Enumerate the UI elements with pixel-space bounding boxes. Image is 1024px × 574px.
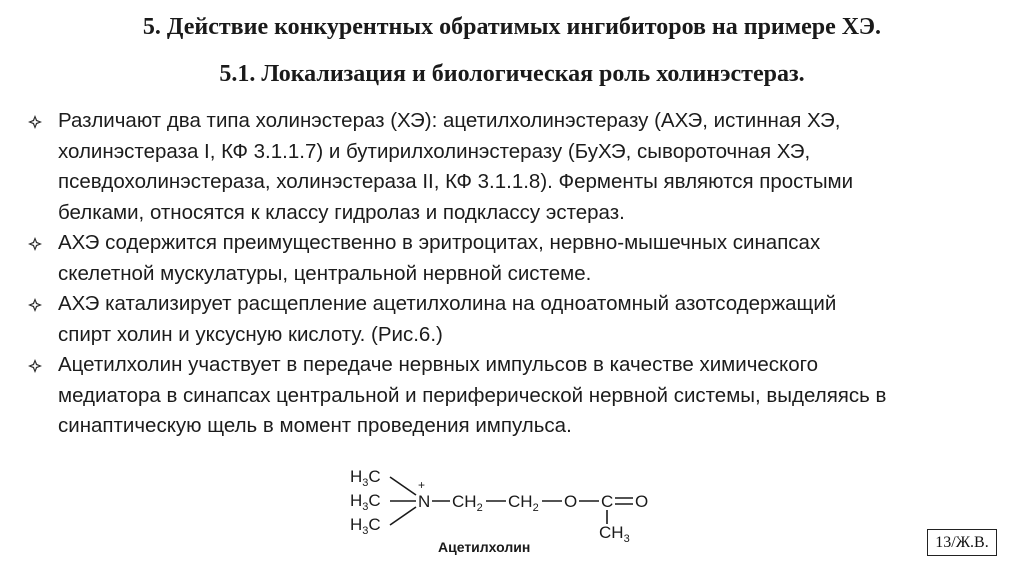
bullet-line: АХЭ содержится преимущественно в эритроцитах, нервно-мышечных синапсах [58, 231, 821, 254]
ch2-group-2: $CH_2$ [508, 492, 539, 514]
diamond-bullet-icon [28, 115, 42, 129]
slide-number-badge: 13/Ж.В. [927, 529, 997, 556]
bullet-line: скелетной мускулатуры, центральной нервной системе. [58, 261, 592, 285]
slide-subtitle: 5.1. Локализация и биологическая роль холинэстераз. [219, 61, 805, 87]
bullet-line: спирт холин и уксусную кислоту. (Рис.6.) [58, 322, 443, 346]
diamond-bullet-icon [28, 359, 42, 373]
acetyl-methyl: $CH_3$ [599, 523, 630, 545]
methyl-group-top: $H_3C$ [350, 467, 381, 489]
bullet-line: белками, относятся к классу гидролаз и подклассу эстераз. [58, 200, 625, 224]
bullet-line: холинэстераза I, КФ 3.1.1.7) и бутирилхолинэстеразу (БуХЭ, сывороточная ХЭ, [58, 139, 811, 163]
carbonyl-oxygen: O [635, 492, 649, 511]
charge-plus: + [418, 478, 426, 492]
bullet-line: медиатора в синапсах центральной и периферической нервной системы, выделяясь в [58, 383, 887, 407]
bullet-line: псевдохолинэстераза, холинэстераза II, КФ 3.1.1.8). Ферменты являются простыми [58, 170, 854, 193]
figure-caption: Ацетилхолин [438, 539, 531, 555]
diamond-bullet-icon [28, 298, 42, 312]
ester-oxygen: O [564, 492, 578, 511]
ch2-group-1: $CH_2$ [452, 492, 483, 514]
bond-top [390, 477, 416, 495]
bullet-item [28, 106, 1003, 228]
carbonyl-carbon: C [601, 492, 614, 511]
acetylcholine-structure [350, 462, 680, 558]
nitrogen-atom: N [418, 492, 431, 511]
bullet-line: АХЭ катализирует расщепление ацетилхолина на одноатомный азотсодержащий [58, 292, 837, 315]
methyl-group-bottom: $H_3C$ [350, 515, 381, 537]
bullet-line: Ацетилхолин участвует в передаче нервных импульсов в качестве химического [58, 353, 819, 376]
bullet-item [28, 350, 1003, 442]
bullet-item [28, 289, 1003, 350]
bullet-line: Различают два типа холинэстераз (ХЭ): ацетилхолинэстеразу (АХЭ, истинная ХЭ, [58, 109, 841, 132]
bullet-item [28, 228, 1003, 289]
methyl-group-middle: $H_3C$ [350, 491, 381, 513]
bullet-line: синаптическую щель в момент проведения импульса. [58, 414, 572, 437]
bond-bottom [390, 507, 416, 525]
slide-title: 5. Действие конкурентных обратимых ингибиторов на примере ХЭ. [142, 14, 882, 40]
bullet-list [28, 106, 1003, 442]
diamond-bullet-icon [28, 237, 42, 251]
